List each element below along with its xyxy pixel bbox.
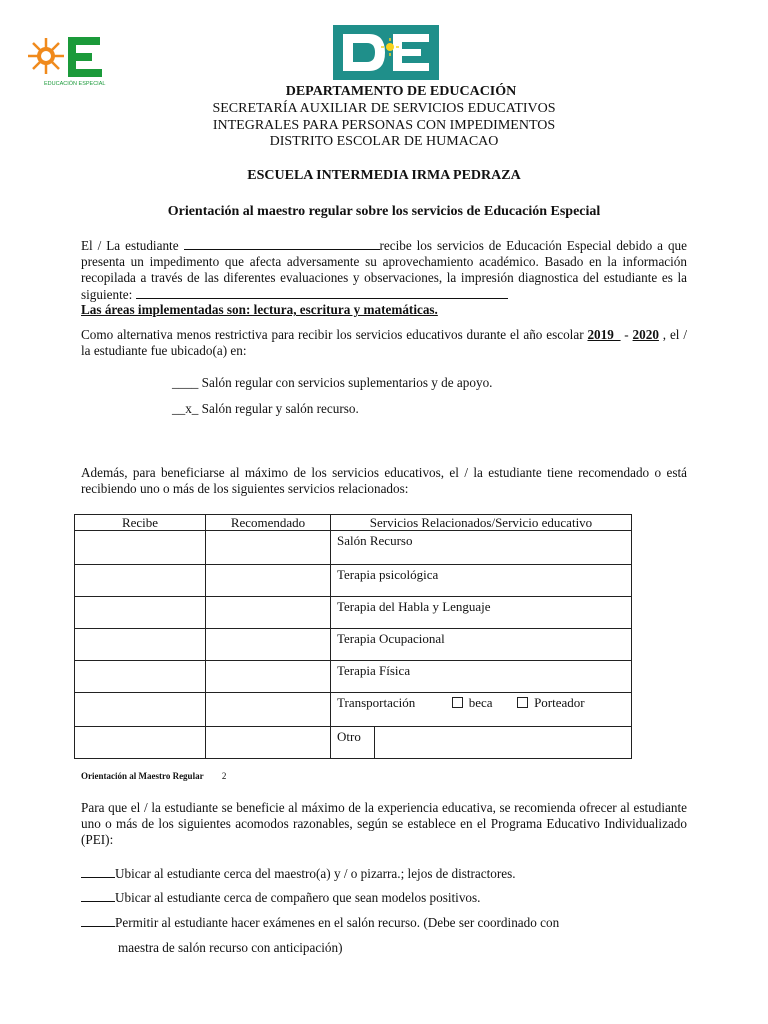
recomendado-cell[interactable]	[206, 629, 331, 661]
table-header-row	[75, 515, 632, 531]
service-cell	[331, 693, 632, 727]
alternativa-text-b: , el / la estudiante fue ubicado(a) en:	[81, 327, 687, 358]
table-row	[75, 629, 632, 661]
intro-paragraph	[81, 237, 687, 303]
beca-label: beca	[468, 695, 493, 710]
service-label: Terapia psicológica	[337, 567, 439, 582]
table-row	[75, 727, 632, 759]
option-mark: ____	[172, 375, 199, 390]
col-recomendado: Recomendado	[206, 515, 331, 531]
recibe-cell[interactable]	[75, 693, 206, 727]
year-dash: -	[620, 327, 633, 342]
de-logo	[333, 25, 439, 80]
services-table	[74, 514, 632, 759]
table-row	[75, 531, 632, 565]
service-cell	[331, 727, 632, 759]
porteador-label: Porteador	[534, 695, 585, 710]
acomodo-item	[81, 889, 480, 906]
service-label: Terapia del Habla y Lenguaje	[337, 599, 491, 614]
acomodos-paragraph: Para que el / la estudiante se beneficie al máximo de la experiencia educativa, se recomienda ofrecer al estudiante uno o más de los siguientes acomodos razonables, según se establece en el Programa Educativo Individualizado (PEI):	[81, 800, 687, 847]
option-regular-recurso[interactable]	[172, 401, 359, 417]
ademas-paragraph: Además, para beneficiarse al máximo de los servicios educativos, el / la estudiante tiene recomendado o está recibiendo uno o más de los siguientes servicios relacionados:	[81, 465, 687, 496]
recomendado-cell[interactable]	[206, 661, 331, 693]
header-secretaria: SECRETARÍA AUXILIAR DE SERVICIOS EDUCATIVOS	[212, 101, 556, 116]
option-label: Salón regular con servicios suplementarios y de apoyo.	[198, 375, 493, 390]
table-row	[75, 693, 632, 727]
service-cell	[331, 661, 632, 693]
footer-label: Orientación al Maestro Regular	[81, 771, 204, 781]
table-row	[75, 597, 632, 629]
intro-text-b: recibe los servicios de Educación Especial debido a que presenta un impedimento que afecta adversamente su aprovechamiento académico. Basado en la información recopilada a través de las diferentes evaluaciones y observaciones, la impresión diagnostica del estudiante es la siguiente:	[81, 238, 687, 302]
recibe-cell[interactable]	[75, 531, 206, 565]
recomendado-cell[interactable]	[206, 693, 331, 727]
service-cell	[331, 629, 632, 661]
recomendado-cell[interactable]	[206, 531, 331, 565]
table-row	[75, 661, 632, 693]
header-distrito: DISTRITO ESCOLAR DE HUMACAO	[269, 134, 499, 149]
service-label: Salón Recurso	[337, 533, 413, 548]
recomendado-cell[interactable]	[206, 597, 331, 629]
service-label: Terapia Física	[337, 663, 411, 678]
alternativa-paragraph	[81, 327, 687, 359]
alternativa-text: Como alternativa menos restrictiva para recibir los servicios educativos durante el año escolar	[81, 327, 588, 342]
year-end: 2020	[632, 327, 659, 342]
acomodo-continuation: maestra de salón recurso con anticipación)	[118, 940, 343, 955]
recibe-cell[interactable]	[75, 565, 206, 597]
col-recibe: Recibe	[75, 515, 206, 531]
page-number: 2	[221, 771, 227, 781]
beca-checkbox[interactable]	[452, 697, 463, 708]
service-cell	[331, 597, 632, 629]
recibe-cell[interactable]	[75, 727, 206, 759]
acomodo-blank[interactable]	[81, 889, 115, 902]
acomodo-label: Permitir al estudiante hacer exámenes en el salón recurso. (Debe ser coordinado con	[115, 915, 560, 930]
year-start: 2019_	[587, 327, 621, 342]
acomodo-blank[interactable]	[81, 865, 115, 878]
intro-text-a: El / La estudiante	[81, 238, 184, 253]
recibe-cell[interactable]	[75, 629, 206, 661]
service-cell	[331, 531, 632, 565]
header-integrales: INTEGRALES PARA PERSONAS CON IMPEDIMENTOS	[212, 118, 556, 133]
document-title: Orientación al maestro regular sobre los servicios de Educación Especial	[167, 204, 601, 219]
option-mark: __x_	[172, 401, 199, 416]
school-name: ESCUELA INTERMEDIA IRMA PEDRAZA	[247, 168, 521, 183]
service-label: Terapia Ocupacional	[337, 631, 445, 646]
otro-field[interactable]	[374, 727, 631, 758]
col-servicios: Servicios Relacionados/Servicio educativo	[331, 515, 632, 531]
service-label: Transportación	[337, 695, 416, 710]
diagnosis-blank[interactable]	[136, 286, 508, 299]
header-department: DEPARTAMENTO DE EDUCACIÓN	[285, 84, 517, 99]
recibe-cell[interactable]	[75, 597, 206, 629]
areas-line: Las áreas implementadas son: lectura, escritura y matemáticas.	[81, 302, 438, 317]
acomodo-label: Ubicar al estudiante cerca de compañero que sean modelos positivos.	[115, 890, 481, 905]
acomodo-item	[81, 914, 559, 931]
service-cell	[331, 565, 632, 597]
recibe-cell[interactable]	[75, 661, 206, 693]
student-name-blank[interactable]	[184, 237, 380, 250]
recomendado-cell[interactable]	[206, 565, 331, 597]
option-regular-apoyo[interactable]	[172, 375, 492, 391]
acomodo-label: Ubicar al estudiante cerca del maestro(a) y / o pizarra.; lejos de distractores.	[115, 866, 516, 881]
option-label: Salón regular y salón recurso.	[198, 401, 359, 416]
recomendado-cell[interactable]	[206, 727, 331, 759]
transport-cell	[331, 693, 631, 713]
page-footer	[81, 771, 226, 781]
table-row	[75, 565, 632, 597]
ce-logo-caption: EDUCACIÓN ESPECIAL	[44, 81, 106, 87]
service-label: Otro	[337, 729, 361, 744]
porteador-checkbox[interactable]	[517, 697, 528, 708]
acomodo-blank[interactable]	[81, 914, 115, 927]
acomodo-item	[81, 865, 516, 882]
